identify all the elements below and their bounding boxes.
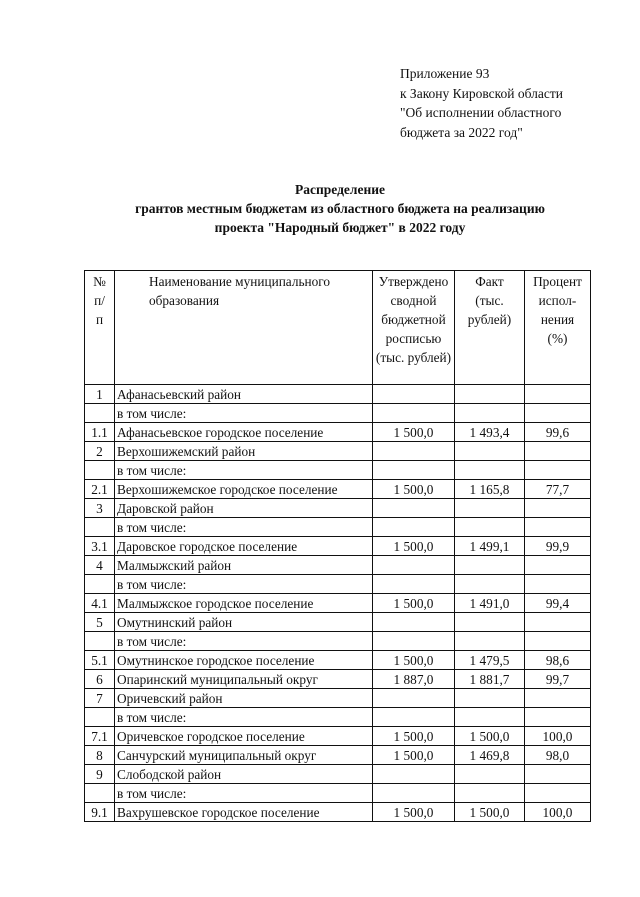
cell-percent: 98,6 (525, 651, 591, 670)
cell-name: Афанасьевское городское поселение (115, 423, 373, 442)
table-row (85, 727, 591, 746)
cell-num: 1.1 (85, 423, 115, 442)
cell-num: 5 (85, 613, 115, 632)
table-row (85, 461, 591, 480)
cell-num: 3 (85, 499, 115, 518)
cell-approved (373, 499, 455, 518)
cell-num: 9.1 (85, 803, 115, 822)
appendix-line: Приложение 93 (400, 66, 490, 81)
cell-name: в том числе: (115, 461, 373, 480)
table-row (85, 613, 591, 632)
cell-approved (373, 613, 455, 632)
cell-percent (525, 556, 591, 575)
cell-approved (373, 708, 455, 727)
cell-percent (525, 575, 591, 594)
table-row (85, 594, 591, 613)
cell-fact (455, 784, 525, 803)
cell-num: 5.1 (85, 651, 115, 670)
table-row (85, 803, 591, 822)
cell-num (85, 575, 115, 594)
cell-num (85, 632, 115, 651)
cell-num: 2 (85, 442, 115, 461)
cell-num (85, 404, 115, 423)
cell-name: Оричевский район (115, 689, 373, 708)
cell-fact (455, 404, 525, 423)
cell-num: 6 (85, 670, 115, 689)
cell-fact: 1 165,8 (455, 480, 525, 499)
cell-approved (373, 765, 455, 784)
cell-name: Омутнинское городское поселение (115, 651, 373, 670)
cell-fact: 1 500,0 (455, 803, 525, 822)
cell-num: 4.1 (85, 594, 115, 613)
header-approved: Утверждено сводной бюджетной росписью (тыс. рублей) (373, 271, 455, 385)
appendix-line: бюджета за 2022 год" (400, 124, 523, 140)
appendix-line: к Закону Кировской области (400, 85, 564, 101)
title-line: проекта "Народный бюджет" в 2022 году (214, 220, 466, 235)
cell-approved (373, 404, 455, 423)
table-row (85, 537, 591, 556)
cell-approved: 1 500,0 (373, 727, 455, 746)
cell-num (85, 784, 115, 803)
cell-approved (373, 518, 455, 537)
cell-name: в том числе: (115, 404, 373, 423)
cell-percent (525, 708, 591, 727)
cell-num (85, 518, 115, 537)
cell-approved: 1 887,0 (373, 670, 455, 689)
cell-num: 4 (85, 556, 115, 575)
header-fact: Факт (тыс. рублей) (455, 271, 525, 385)
grants-table (84, 270, 591, 822)
cell-name: Оричевское городское поселение (115, 727, 373, 746)
table-row (85, 765, 591, 784)
table-header-row (85, 271, 591, 385)
table-row (85, 385, 591, 404)
cell-fact: 1 500,0 (455, 727, 525, 746)
cell-fact: 1 499,1 (455, 537, 525, 556)
cell-approved: 1 500,0 (373, 746, 455, 765)
cell-name: Даровское городское поселение (115, 537, 373, 556)
cell-fact: 1 493,4 (455, 423, 525, 442)
cell-fact (455, 385, 525, 404)
cell-num: 2.1 (85, 480, 115, 499)
header-name: Наименование муниципального образования (115, 271, 373, 385)
cell-num: 3.1 (85, 537, 115, 556)
cell-percent (525, 632, 591, 651)
document-title (0, 180, 640, 237)
cell-approved (373, 442, 455, 461)
table-body (85, 385, 591, 822)
table-row (85, 708, 591, 727)
cell-name: в том числе: (115, 575, 373, 594)
cell-approved: 1 500,0 (373, 480, 455, 499)
cell-percent (525, 518, 591, 537)
cell-approved: 1 500,0 (373, 803, 455, 822)
cell-fact (455, 556, 525, 575)
cell-num: 7 (85, 689, 115, 708)
cell-percent (525, 461, 591, 480)
table-row (85, 651, 591, 670)
cell-percent (525, 765, 591, 784)
cell-name: Вахрушевское городское поселение (115, 803, 373, 822)
table-row (85, 670, 591, 689)
cell-approved (373, 556, 455, 575)
cell-approved (373, 575, 455, 594)
cell-percent (525, 404, 591, 423)
title-line: грантов местным бюджетам из областного бюджета на реализацию (135, 201, 545, 216)
cell-name: в том числе: (115, 784, 373, 803)
table-row (85, 480, 591, 499)
table-row (85, 632, 591, 651)
cell-name: Даровской район (115, 499, 373, 518)
table-row (85, 689, 591, 708)
cell-approved (373, 689, 455, 708)
cell-fact (455, 461, 525, 480)
cell-name: Малмыжский район (115, 556, 373, 575)
title-line: Распределение (294, 182, 386, 197)
cell-approved: 1 500,0 (373, 594, 455, 613)
appendix-line: "Об исполнении областного (400, 105, 562, 120)
cell-fact: 1 479,5 (455, 651, 525, 670)
cell-num: 7.1 (85, 727, 115, 746)
table-row (85, 499, 591, 518)
table-row (85, 556, 591, 575)
appendix-note (400, 64, 563, 142)
cell-percent: 77,7 (525, 480, 591, 499)
header-num: № п/п (85, 271, 115, 385)
cell-fact (455, 518, 525, 537)
cell-fact (455, 575, 525, 594)
table-row (85, 575, 591, 594)
cell-fact: 1 881,7 (455, 670, 525, 689)
cell-num: 8 (85, 746, 115, 765)
cell-fact (455, 765, 525, 784)
cell-percent (525, 613, 591, 632)
cell-fact (455, 708, 525, 727)
cell-approved: 1 500,0 (373, 651, 455, 670)
cell-name: в том числе: (115, 708, 373, 727)
cell-name: Слободской район (115, 765, 373, 784)
cell-percent (525, 385, 591, 404)
cell-percent: 99,4 (525, 594, 591, 613)
cell-num (85, 708, 115, 727)
cell-name: Верхошижемский район (115, 442, 373, 461)
cell-approved (373, 385, 455, 404)
table-row (85, 746, 591, 765)
cell-name: в том числе: (115, 632, 373, 651)
cell-name: Верхошижемское городское поселение (115, 480, 373, 499)
table-row (85, 518, 591, 537)
cell-fact (455, 689, 525, 708)
cell-percent: 99,6 (525, 423, 591, 442)
header-percent: Процент испол-нения (%) (525, 271, 591, 385)
cell-percent: 98,0 (525, 746, 591, 765)
cell-approved (373, 461, 455, 480)
cell-name: Малмыжское городское поселение (115, 594, 373, 613)
cell-percent: 100,0 (525, 803, 591, 822)
table-row (85, 404, 591, 423)
cell-approved (373, 784, 455, 803)
cell-percent (525, 784, 591, 803)
cell-fact: 1 491,0 (455, 594, 525, 613)
cell-num: 1 (85, 385, 115, 404)
cell-percent (525, 499, 591, 518)
cell-approved (373, 632, 455, 651)
cell-name: Омутнинский район (115, 613, 373, 632)
cell-percent: 99,9 (525, 537, 591, 556)
cell-approved: 1 500,0 (373, 537, 455, 556)
cell-percent: 100,0 (525, 727, 591, 746)
cell-fact (455, 499, 525, 518)
cell-name: Опаринский муниципальный округ (115, 670, 373, 689)
cell-fact (455, 613, 525, 632)
cell-fact (455, 442, 525, 461)
cell-num (85, 461, 115, 480)
cell-name: Санчурский муниципальный округ (115, 746, 373, 765)
cell-name: в том числе: (115, 518, 373, 537)
cell-percent (525, 442, 591, 461)
table-row (85, 423, 591, 442)
cell-percent: 99,7 (525, 670, 591, 689)
cell-name: Афанасьевский район (115, 385, 373, 404)
table-row (85, 442, 591, 461)
cell-fact (455, 632, 525, 651)
cell-fact: 1 469,8 (455, 746, 525, 765)
cell-approved: 1 500,0 (373, 423, 455, 442)
cell-num: 9 (85, 765, 115, 784)
cell-percent (525, 689, 591, 708)
table-row (85, 784, 591, 803)
